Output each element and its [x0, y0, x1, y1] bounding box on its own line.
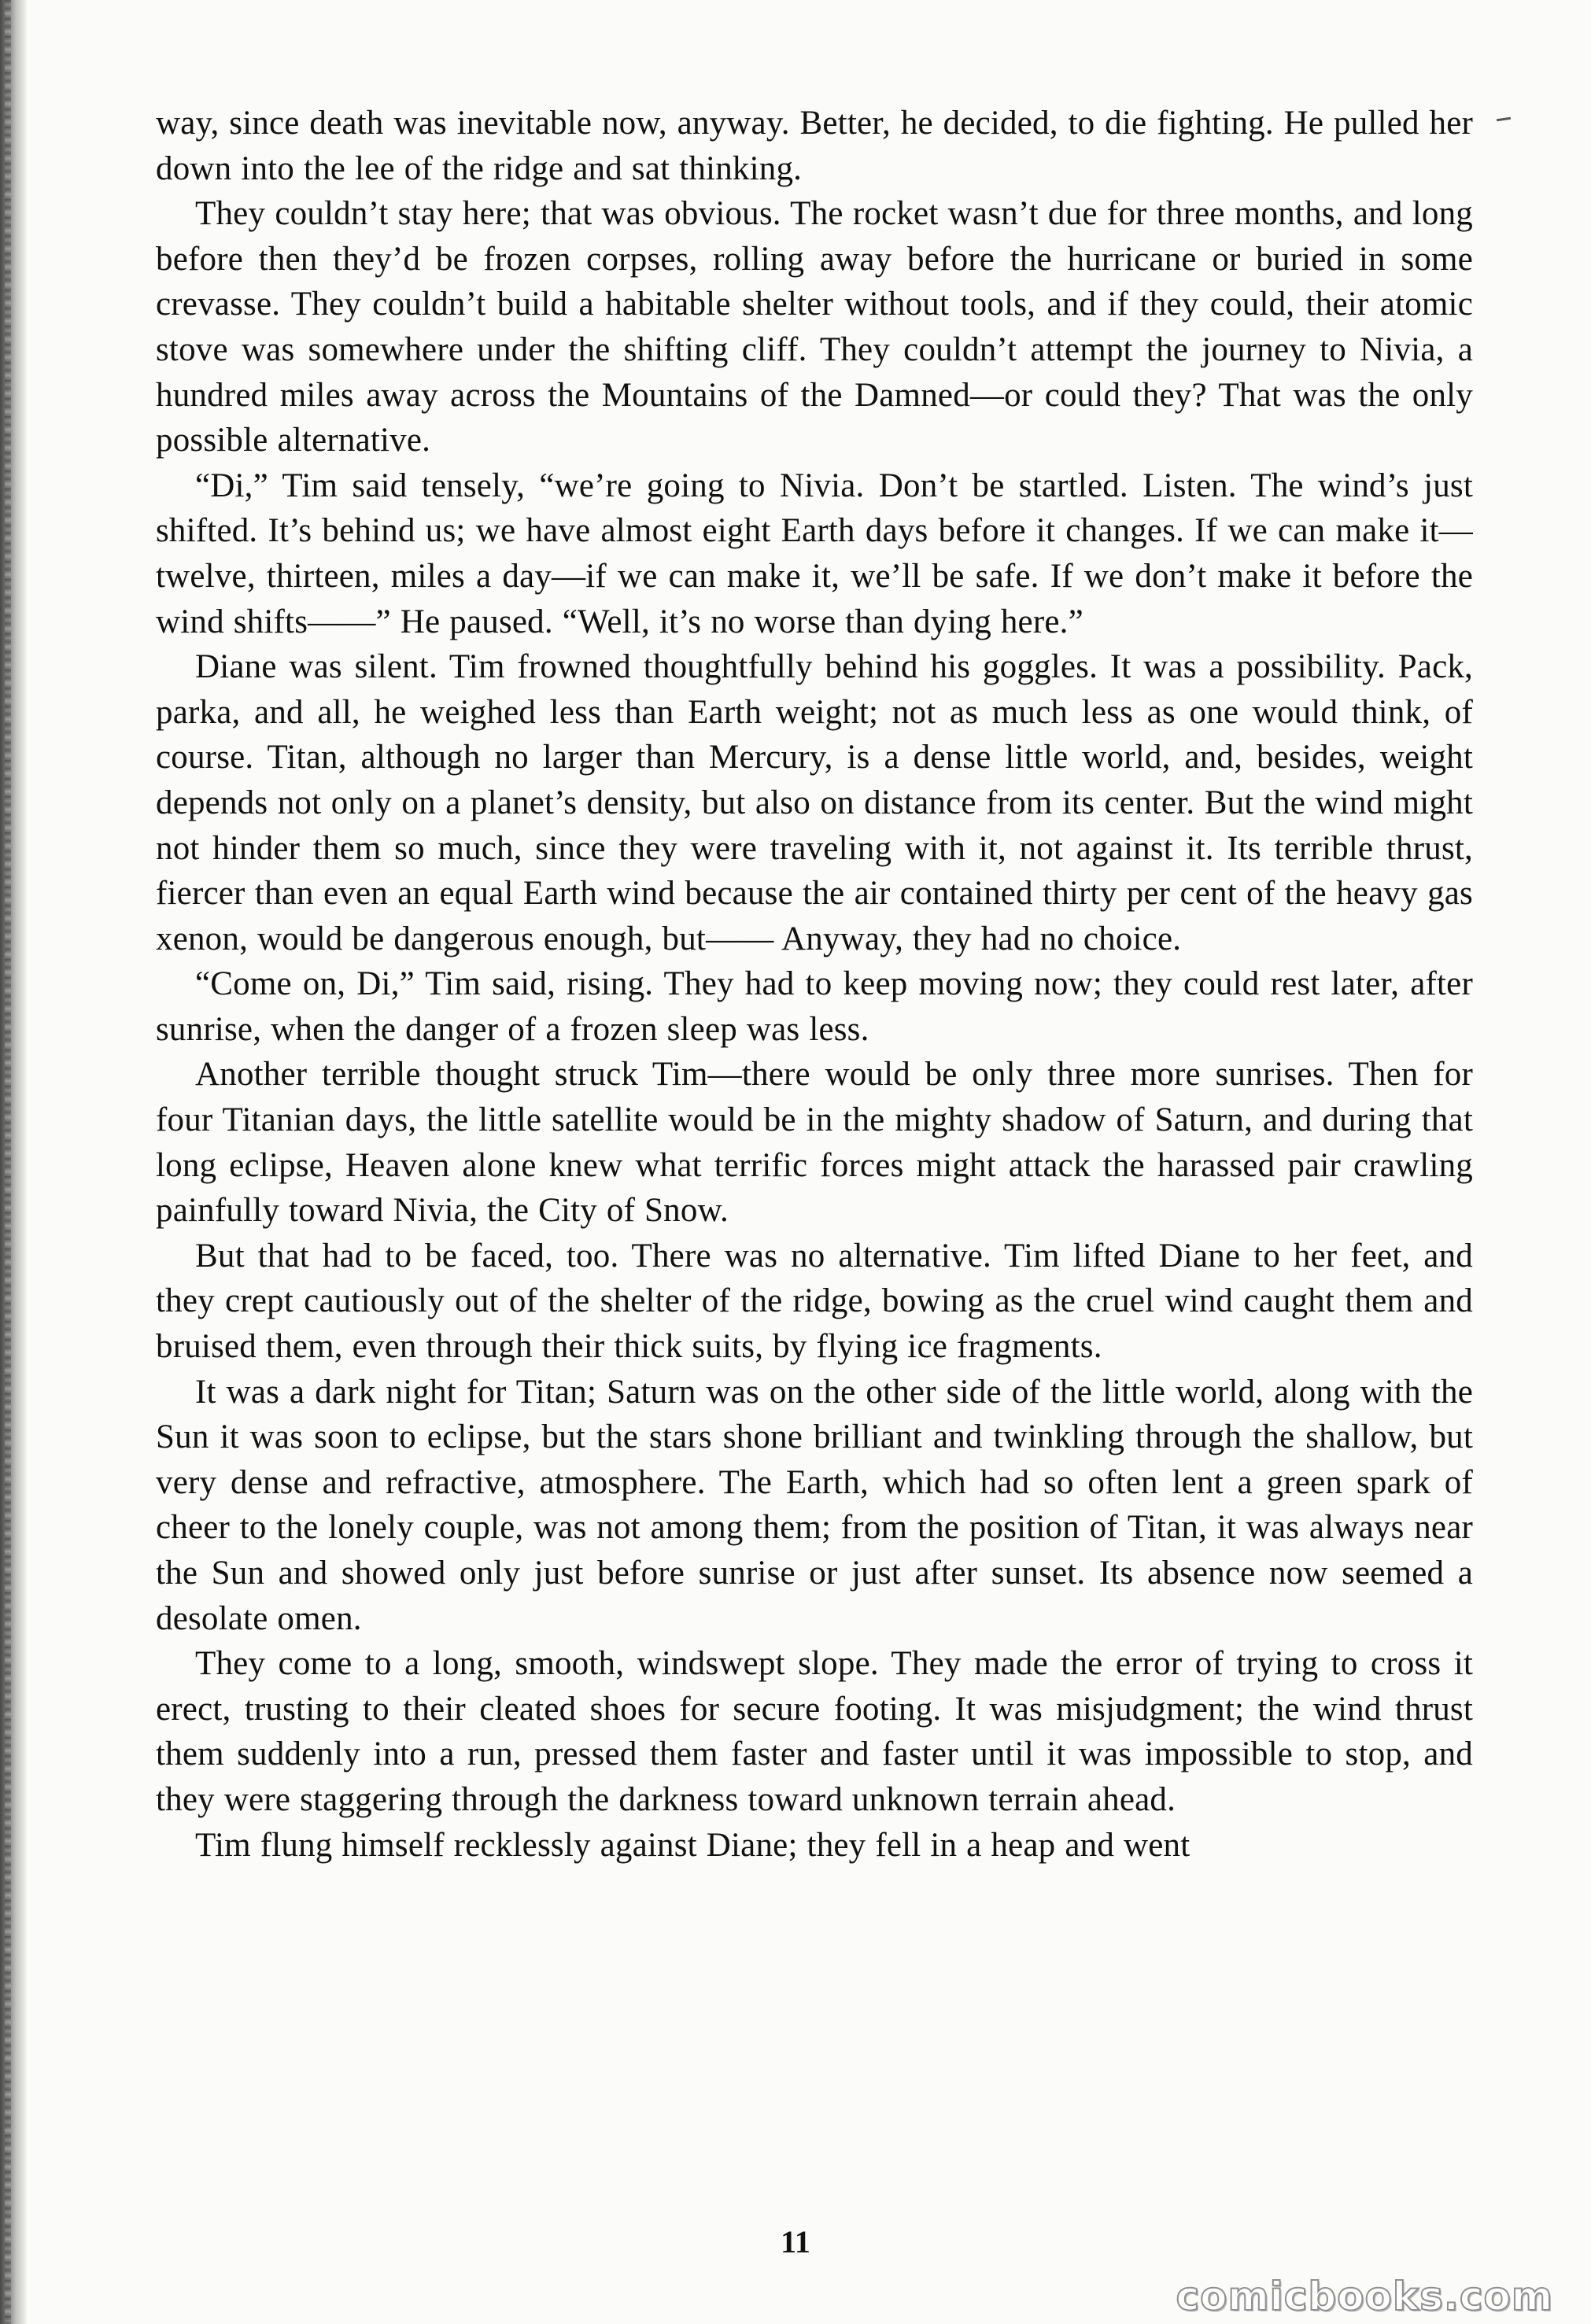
site-watermark: comicbooks.com	[1176, 2274, 1553, 2319]
paragraph: Diane was silent. Tim frowned thoughtfully behind his goggles. It was a possibility. Pack, parka, and all, he weighed less than Earth weight; not as much less as one would think, of course. Titan, although no larger than Mercury, is a dense little world, and, besides, weight depends not only on a planet’s density, but also on distance from its center. But the wind might not hinder them so much, since they were traveling with it, not against it. Its terrible thrust, fiercer than even an equal Earth wind because the air contained thirty per cent of the heavy gas xenon, would be dangerous enough, but—— Anyway, they had no choice.	[156, 648, 1473, 957]
paragraph: “Come on, Di,” Tim said, rising. They had to keep moving now; they could rest later, after sunrise, when the danger of a frozen sleep was less.	[156, 965, 1473, 1048]
paragraph: But that had to be faced, too. There was no alternative. Tim lifted Diane to her feet, and they crept cautiously out of the shelter of the ridge, bowing as the cruel wind caught them and bruised them, even through their thick suits, by flying ice fragments.	[156, 1237, 1473, 1366]
paragraph: “Di,” Tim said tensely, “we’re going to Nivia. Don’t be startled. Listen. The wind’s just shifted. It’s behind us; we have almost eight Earth days before it changes. If we can make it—twelve, thirteen, miles a day—if we can make it, we’ll be safe. If we don’t make it before the wind shifts——” He paused. “Well, it’s no worse than dying here.”	[156, 467, 1473, 640]
paragraph: They couldn’t stay here; that was obvious. The rocket wasn’t due for three months, and long before then they’d be frozen corpses, rolling away before the hurricane or buried in some crevasse. They couldn’t build a habitable shelter without tools, and if they could, their atomic stove was somewhere under the shifting cliff. They couldn’t attempt the journey to Nivia, a hundred miles away across the Mountains of the Damned—or could they? That was the only possible alternative.	[156, 195, 1473, 459]
paragraph: It was a dark night for Titan; Saturn was on the other side of the little world, along with the Sun it was soon to eclipse, but the stars shone brilliant and twinkling through the shallow, but very dense and refractive, atmosphere. The Earth, which had so often lent a green spark of cheer to the lonely couple, was not among them; from the position of Titan, it was always near the Sun and showed only just before sunrise or just after sunset. Its absence now seemed a desolate omen.	[156, 1373, 1473, 1637]
story-text	[156, 101, 1473, 1868]
page-number: 11	[781, 2224, 810, 2259]
paragraph: Another terrible thought struck Tim—there would be only three more sunrises. Then for four Titanian days, the little satellite would be in the mighty shadow of Saturn, and during that long eclipse, Heaven alone knew what terrific forces might attack the harassed pair crawling painfully toward Nivia, the City of Snow.	[156, 1056, 1473, 1230]
paragraph: Tim flung himself recklessly against Diane; they fell in a heap and went	[195, 1826, 1190, 1864]
ink-speck	[1497, 117, 1511, 121]
paragraph: They come to a long, smooth, windswept slope. They made the error of trying to cross it erect, trusting to their cleated shoes for secure footing. It was misjudgment; the wind thrust them suddenly into a run, pressed them faster and faster until it was impossible to stop, and they were staggering through the darkness toward unknown terrain ahead.	[156, 1645, 1473, 1818]
paragraph: way, since death was inevitable now, anyway. Better, he decided, to die fighting. He pulled her down into the lee of the ridge and sat thinking.	[156, 105, 1473, 187]
book-binding-edge	[0, 0, 27, 2324]
